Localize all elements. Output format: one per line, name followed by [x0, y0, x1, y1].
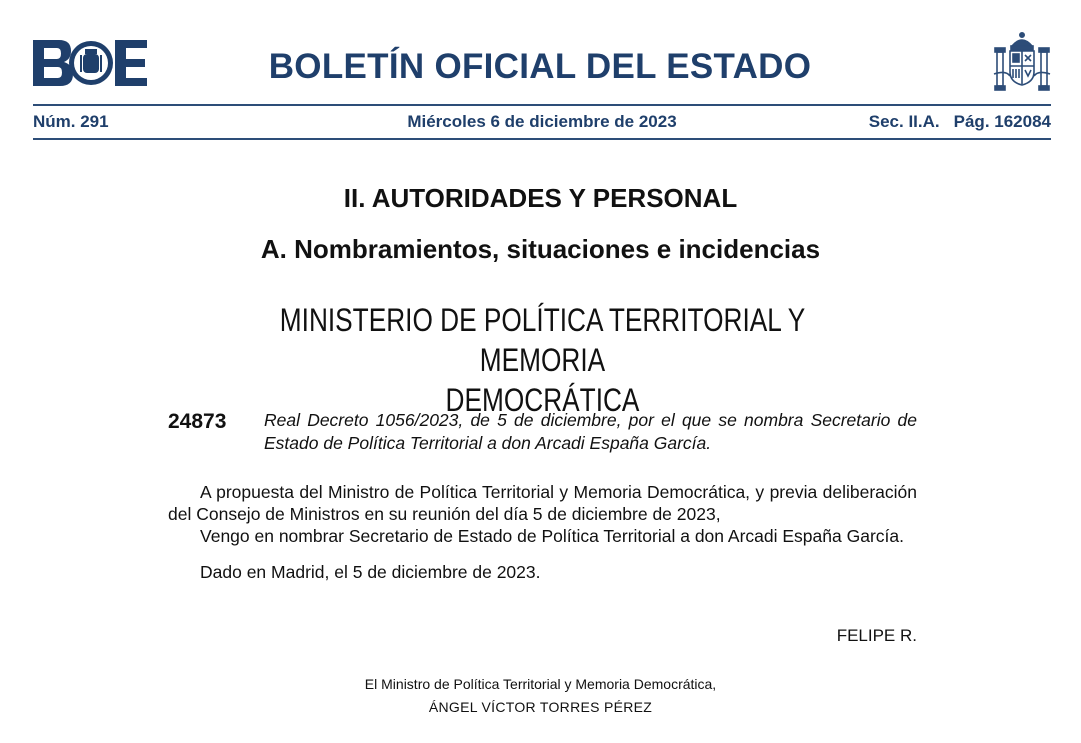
boe-logo-icon — [33, 40, 147, 86]
disposition-number: 24873 — [168, 410, 227, 433]
disposition-body — [168, 481, 917, 583]
disposition-title: Real Decreto 1056/2023, de 5 de diciembre, por el que se nombra Secretario de Estado de Política Territorial a don Arcadi España García. — [264, 410, 917, 453]
minister-name: ÁNGEL VÍCTOR TORRES PÉREZ — [428, 699, 653, 715]
subsection-title: A. Nombramientos, situaciones e incidencias — [260, 234, 821, 264]
header-rule-bottom — [33, 138, 1051, 140]
ministry-line-2: DEMOCRÁTICA — [445, 382, 640, 418]
header-meta-row — [33, 112, 1051, 136]
issue-date: Miércoles 6 de diciembre de 2023 — [407, 112, 677, 131]
ministry-heading — [237, 300, 848, 420]
section-page-info — [869, 112, 1051, 132]
king-signature: FELIPE R. — [836, 626, 917, 645]
body-paragraph: Vengo en nombrar Secretario de Estado de Política Territorial a don Arcadi España García. — [200, 526, 904, 546]
coat-of-arms-icon — [992, 30, 1052, 94]
minister-role: El Ministro de Política Territorial y Memoria Democrática, — [364, 676, 717, 692]
section-code: Sec. II.A. — [868, 112, 940, 131]
ministry-line-1: MINISTERIO DE POLÍTICA TERRITORIAL Y MEMORIA — [279, 302, 806, 378]
header-rule-top — [33, 104, 1051, 106]
section-title: II. AUTORIDADES Y PERSONAL — [343, 183, 738, 213]
issue-number: Núm. 291 — [33, 112, 109, 131]
given-in-line: Dado en Madrid, el 5 de diciembre de 2023. — [200, 562, 541, 582]
page-number: Pág. 162084 — [953, 112, 1051, 131]
body-paragraph: A propuesta del Ministro de Política Territorial y Memoria Democrática, y previa deliberación del Consejo de Ministros en su reunión del día 5 de diciembre de 2023, — [168, 482, 917, 524]
gazette-title: BOLETÍN OFICIAL DEL ESTADO — [268, 47, 812, 86]
